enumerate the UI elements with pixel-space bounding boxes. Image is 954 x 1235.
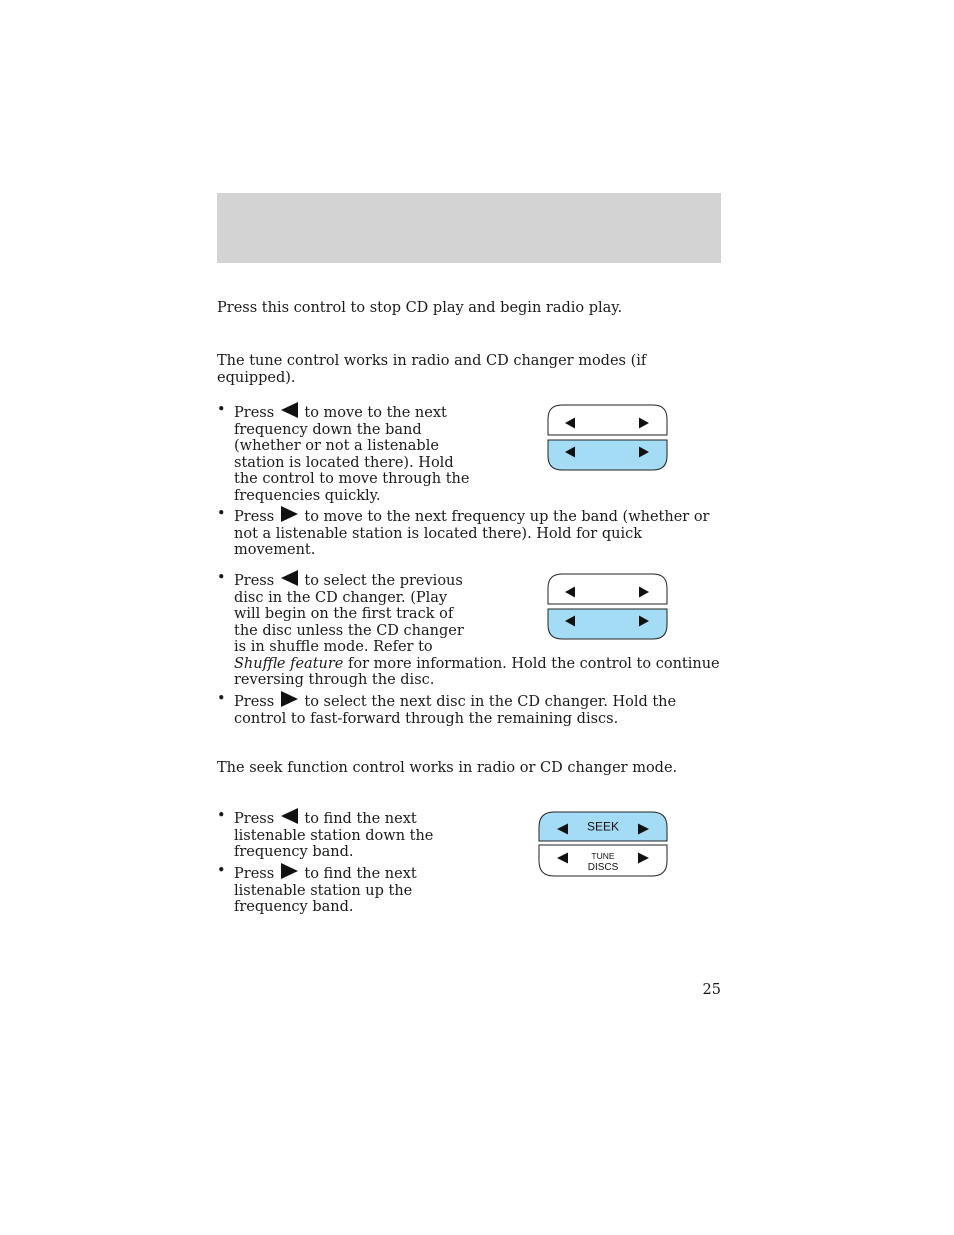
seek-left-arrow-icon xyxy=(281,570,298,586)
tune-control-upper-button xyxy=(548,405,667,435)
bullet-dot: • xyxy=(217,506,226,522)
page-number: 25 xyxy=(702,982,721,998)
shuffle-feature-reference: Shuffle feature xyxy=(234,655,344,672)
radio-description: Press this control to stop CD play and begin radio play. xyxy=(217,300,623,316)
section-header-band xyxy=(217,193,721,263)
seek-right-arrow-icon xyxy=(281,863,298,879)
discs-label: DISCS xyxy=(587,862,619,873)
seek-right-arrow-icon xyxy=(281,506,298,522)
disc-control-upper-button xyxy=(548,574,667,604)
disc-control-diagram xyxy=(547,573,668,641)
seek-left-arrow-icon xyxy=(281,808,298,824)
tune-label: TUNE xyxy=(591,851,615,861)
seek-down-text: Press to find the next listenable station down the frequency band. xyxy=(234,808,434,861)
disc-prev-text: Press to select the previous disc in the CD changer. (Play will begin on the first track of the disc unless the CD changer is in shuffle mode. Refer to Shuffle feature for more information. Hold the control to continue reversing through the disc. xyxy=(234,570,721,689)
seek-left-arrow-icon xyxy=(281,402,298,418)
disc-next-text: Press to select the next disc in the CD changer. Hold the control to fast-forward through the remaining discs. xyxy=(234,691,721,727)
bullet-dot: • xyxy=(217,570,226,586)
bullet-dot: • xyxy=(217,402,226,418)
seek-tune-control-diagram xyxy=(538,811,668,878)
tune-up-text: Press to move to the next frequency up the band (whether or not a listenable station is located there). Hold for quick movement. xyxy=(234,506,721,559)
disc-control-lower-button-highlighted xyxy=(548,609,667,639)
seek-label: SEEK xyxy=(586,819,620,834)
bullet-dot: • xyxy=(217,691,226,707)
tune-control-diagram xyxy=(547,404,668,472)
tune-control-lower-button-highlighted xyxy=(548,440,667,470)
seek-up-text: Press to find the next listenable station up the frequency band. xyxy=(234,863,434,916)
seek-intro: The seek function control works in radio or CD changer mode. xyxy=(217,760,678,776)
seek-right-arrow-icon xyxy=(281,691,298,707)
bullet-dot: • xyxy=(217,808,226,824)
tune-intro: The tune control works in radio and CD changer modes (if equipped). xyxy=(217,353,647,386)
tune-down-text: Press to move to the next frequency down the band (whether or not a listenable station is located there). Hold the control to move through the frequencies quickly. xyxy=(234,402,472,504)
bullet-dot: • xyxy=(217,863,226,879)
